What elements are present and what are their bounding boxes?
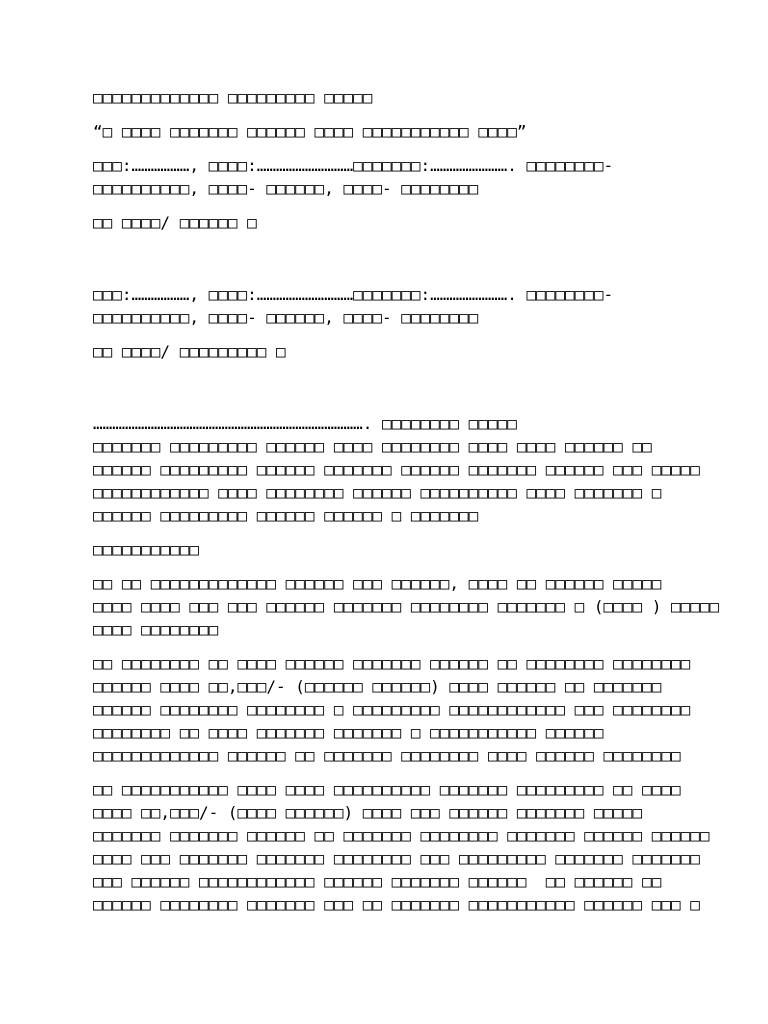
intro-paragraph [93, 412, 743, 527]
text-line: □□□□ □□□ □□□□□□□ □□□□□□□ □□□□□□□□ □□□ □□□□□□□□□ □□□□□□□ □□□□□□□ [93, 849, 700, 868]
text-line: □□□□□□ □□□□□□□□ □□□□□□□ □□□ □□ □□□□□□□ □□□□□□□□□□□ □□□□□□ □□□ □ [93, 895, 700, 914]
text-line: □□□□□□□□□□□ [93, 540, 199, 559]
text-line: □□□□□□□ □□□□□□□□□ □□□□□□ □□□□ □□□□□□□□ □□□□ □□□□ □□□□□□ □□ [93, 437, 652, 456]
text-line: □□ □□□□□□□□□□□ □□□□ □□□□ □□□□□□□□□□ □□□□□□□ □□□□□□□□□ □□ □□□□ [93, 780, 681, 799]
text-line: □□□:………………, □□□□:…………………………□□□□□□□:……………………. □□□□□□□□- [93, 156, 614, 175]
text-line: □□□□□□□ □□□□□□□ □□□□□□ □□ □□□□□□□ □□□□□□□□ □□□□□□□ □□□□□□ □□□□□□ [93, 826, 710, 845]
text-line: □□□□□□□□□□, □□□□- □□□□□□, □□□□- □□□□□□□□ [93, 308, 479, 327]
document-title [93, 86, 743, 109]
text-line: □□□□□□ □□□□□□□□□ □□□□□□ □□□□□□ □ □□□□□□□ [93, 506, 479, 525]
first-party-label [93, 211, 743, 234]
clause-1 [93, 572, 743, 641]
text-line: □□ □□ □□□□□□□□□□□□□ □□□□□□ □□□ □□□□□□, □□□□ □□ □□□□□□ □□□□□ [93, 574, 662, 593]
text-line: …………………………………………………………………………. □□□□□□□□ □□□□□ [93, 414, 517, 433]
text-line: □□□□□□ □□□□□□□□ □□□□□□□□ □ □□□□□□□□□ □□□□□□□□□□□□ □□□ □□□□□□□□ [93, 700, 691, 719]
blank-line [93, 245, 743, 272]
text-line: □□□ □□□□□□ □□□□□□□□□□□□ □□□□□□ □□□□□□□ □□□□□□ □□ □□□□□□ □□ [93, 872, 662, 891]
blank-line [93, 374, 743, 401]
first-party-details [93, 154, 743, 200]
text-line: □□□□□□ □□□□ □□,□□□/- (□□□□□□ □□□□□□) □□□□ □□□□□□ □□ □□□□□□□ [93, 677, 662, 696]
text-line: “□ □□□□ □□□□□□□ □□□□□□ □□□□ □□□□□□□□□□□ □□□□” [93, 122, 527, 141]
text-line: □□□□ □□,□□□/- (□□□□ □□□□□□) □□□□ □□□ □□□□□□ □□□□□□□ □□□□□ [93, 803, 643, 822]
section-heading [93, 538, 743, 561]
text-line: □□□□□□ □□□□□□□□□ □□□□□□ □□□□□□□ □□□□□□ □□□□□□□ □□□□□□ □□□ □□□□□ [93, 460, 700, 479]
text-line: □□□□□□□□□□□□□ □□□□□□□□□ □□□□□ [93, 88, 373, 107]
second-party-details [93, 283, 743, 329]
text-line: □□□□□□□□□□□□ □□□□ □□□□□□□□ □□□□□□ □□□□□□□□□□ □□□□ □□□□□□□ □ [93, 483, 662, 502]
text-line: □□□□ □□□□ □□□ □□□ □□□□□□ □□□□□□□ □□□□□□□□ □□□□□□□ □ (□□□□ ) □□□□□ [93, 597, 720, 616]
document-page [93, 86, 743, 927]
clause-2 [93, 652, 743, 767]
clause-3 [93, 778, 743, 916]
text-line: □□□□□□□□□□, □□□□- □□□□□□, □□□□- □□□□□□□□ [93, 179, 479, 198]
opening-quote [93, 120, 743, 143]
text-line: □□ □□□□/ □□□□□□ □ [93, 213, 257, 232]
text-line: □□□:………………, □□□□:…………………………□□□□□□□:……………………. □□□□□□□□- [93, 285, 614, 304]
text-line: □□ □□□□/ □□□□□□□□□ □ [93, 342, 286, 361]
second-party-label [93, 340, 743, 363]
text-line: □□□□□□□□ □□ □□□□ □□□□□□□ □□□□□□□ □ □□□□□□□□□□□ □□□□□□ [93, 723, 604, 742]
text-line: □□□□□□□□□□□□□ □□□□□□ □□ □□□□□□□ □□□□□□□□ □□□□ □□□□□□ □□□□□□□□ [93, 746, 681, 765]
text-line: □□ □□□□□□□□ □□ □□□□ □□□□□□ □□□□□□□ □□□□□□ □□ □□□□□□□□ □□□□□□□□ [93, 654, 691, 673]
text-line: □□□□ □□□□□□□□ [93, 620, 219, 639]
